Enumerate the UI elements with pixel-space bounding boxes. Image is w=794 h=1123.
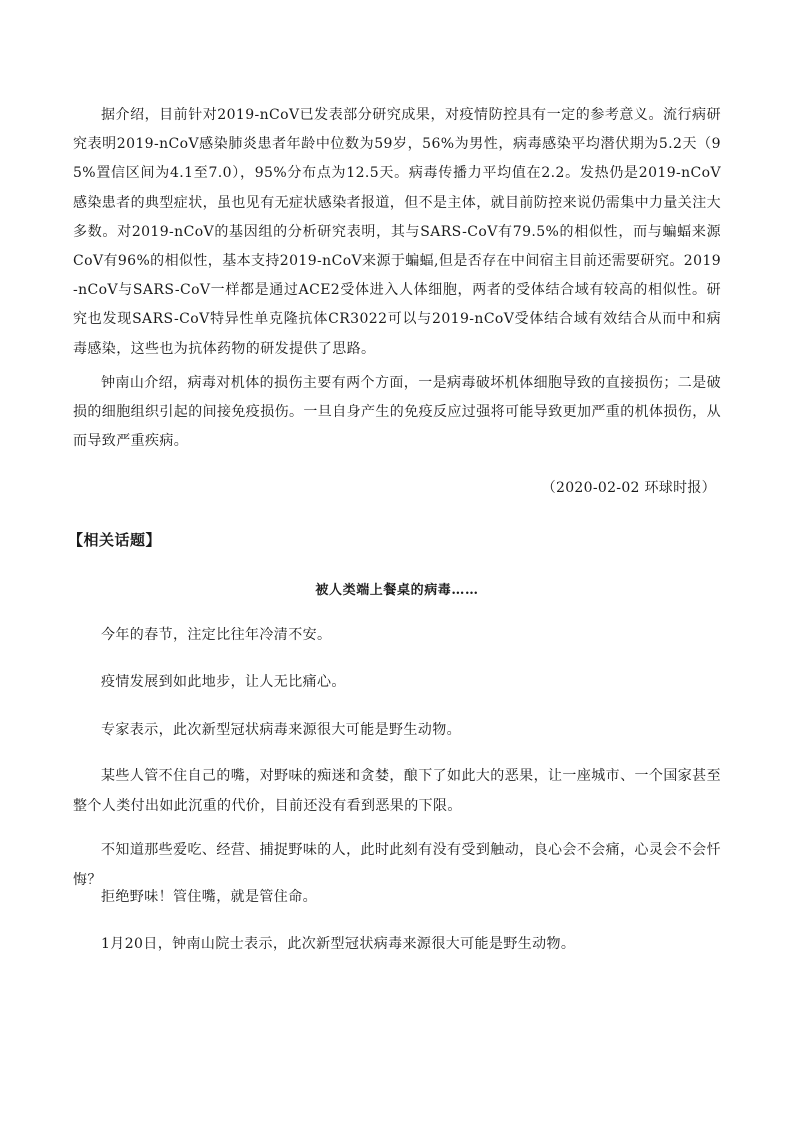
research-paragraph: 据介绍，目前针对2019-nCoV已发表部分研究成果，对疫情防控具有一定的参考意义。流行病研究表明2019-nCoV感染肺炎患者年龄中位数为59岁，56%为男性，病毒感染平均潜伏期为5.2天（95%置信区间为4.1至7.0），95%分布点为12.5天。病毒传播力平均值在2.2。发热仍是2019-nCoV感染患者的典型症状，虽也见有无症状感染者报道，但不是主体，就目前防控来说仍需集中力量关注大多数。对2019-nCoV的基因组的分析研究表明，其与SARS-CoV有79.5%的相似性，而与蝙蝠来源CoV有96%的相似性，基本支持2019-nCoV来源于蝙蝠,但是否存在中间宿主目前还需要研究。2019-nCoV与SARS-CoV一样都是通过ACE2受体进入人体细胞，两者的受体结合域有较高的相似性。研究也发现SARS-CoV特异性单克隆抗体CR3022可以与2019-nCoV受体结合域有效结合从而中和病毒感染，这些也为抗体药物的研发提供了思路。: [73, 107, 721, 357]
body-line: 专家表示，此次新型冠状病毒来源很大可能是野生动物。: [101, 722, 461, 738]
source-citation: （2020-02-02 环球时报）: [541, 480, 716, 496]
body-line: 不知道那些爱吃、经营、捕捉野味的人，此时此刻有没有受到触动，良心会不会痛，心灵会不会忏悔？: [73, 842, 721, 888]
section-title: 【相关话题】: [68, 531, 162, 549]
body-line: 拒绝野味！管住嘴，就是管住命。: [101, 889, 317, 905]
damage-paragraph: 钟南山介绍，病毒对机体的损伤主要有两个方面，一是病毒破坏机体细胞导致的直接损伤；二是破损的细胞组织引起的间接免疫损伤。一旦自身产生的免疫反应过强将可能导致更加严重的机体损伤，从而导致严重疾病。: [73, 375, 721, 450]
body-line: 某些人管不住自己的嘴，对野味的痴迷和贪婪，酿下了如此大的恶果，让一座城市、一个国家甚至整个人类付出如此沉重的代价，目前还没有看到恶果的下限。: [73, 768, 721, 814]
article-title: 被人类端上餐桌的病毒……: [315, 583, 479, 598]
body-line: 1月20日，钟南山院士表示，此次新型冠状病毒来源很大可能是野生动物。: [101, 936, 576, 952]
body-line: 今年的春节，注定比往年冷清不安。: [101, 627, 332, 643]
body-line: 疫情发展到如此地步，让人无比痛心。: [101, 674, 346, 690]
